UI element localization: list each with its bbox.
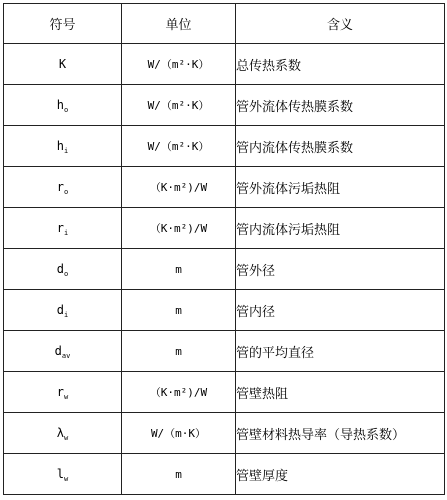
unit-cell: W/（m²·K） <box>122 126 236 167</box>
symbol-subscript: w <box>64 393 69 401</box>
meaning-cell: 管外径 <box>236 249 445 290</box>
symbol-cell <box>4 372 122 413</box>
table-row <box>4 290 445 331</box>
meaning-cell: 管壁热阻 <box>236 372 445 413</box>
symbol-subscript: i <box>64 229 69 237</box>
symbol-cell <box>4 126 122 167</box>
symbol-cell <box>4 167 122 208</box>
table-row <box>4 126 445 167</box>
meaning-cell: 管内流体传热膜系数 <box>236 126 445 167</box>
table-row <box>4 372 445 413</box>
symbol-cell <box>4 208 122 249</box>
symbol-cell <box>4 290 122 331</box>
meaning-cell: 管壁厚度 <box>236 454 445 495</box>
meaning-cell: 管的平均直径 <box>236 331 445 372</box>
symbol-cell <box>4 249 122 290</box>
meaning-cell: 管壁材料热导率（导热系数） <box>236 413 445 454</box>
symbol-subscript: o <box>64 270 69 278</box>
meaning-cell: 管内流体污垢热阻 <box>236 208 445 249</box>
symbol-cell <box>4 413 122 454</box>
table-body <box>4 44 445 495</box>
unit-cell: W/（m·K） <box>122 413 236 454</box>
symbol-subscript: o <box>64 106 69 114</box>
symbol-subscript: i <box>64 311 69 319</box>
symbol-subscript: w <box>64 434 69 442</box>
symbol-cell <box>4 331 122 372</box>
header-row <box>4 4 445 44</box>
unit-cell: W/（m²·K） <box>122 44 236 85</box>
table-row <box>4 208 445 249</box>
symbol-base: r <box>56 180 64 194</box>
table-row <box>4 413 445 454</box>
table-row <box>4 44 445 85</box>
unit-cell: W/（m²·K） <box>122 85 236 126</box>
unit-cell: m <box>122 249 236 290</box>
table-row <box>4 331 445 372</box>
unit-cell: （K·m²)/W <box>122 372 236 413</box>
meaning-cell: 总传热系数 <box>236 44 445 85</box>
header-symbol: 符号 <box>4 4 122 44</box>
table-row <box>4 167 445 208</box>
unit-cell: m <box>122 290 236 331</box>
symbol-base: l <box>56 467 64 481</box>
symbol-base: h <box>56 98 64 112</box>
symbol-subscript: o <box>64 188 69 196</box>
symbol-cell <box>4 44 122 85</box>
table-row <box>4 85 445 126</box>
header-meaning: 含义 <box>236 4 445 44</box>
table-row <box>4 249 445 290</box>
meaning-cell: 管内径 <box>236 290 445 331</box>
symbol-cell <box>4 85 122 126</box>
symbol-table <box>3 3 445 495</box>
meaning-cell: 管外流体传热膜系数 <box>236 85 445 126</box>
unit-cell: （K·m²)/W <box>122 167 236 208</box>
symbol-base: λ <box>56 426 64 440</box>
symbol-subscript: i <box>64 147 69 155</box>
unit-cell: m <box>122 454 236 495</box>
symbol-base: d <box>54 344 62 358</box>
symbol-base: d <box>56 303 64 317</box>
meaning-cell: 管外流体污垢热阻 <box>236 167 445 208</box>
header-unit: 单位 <box>122 4 236 44</box>
unit-cell: m <box>122 331 236 372</box>
table-row <box>4 454 445 495</box>
symbol-base: d <box>56 262 64 276</box>
symbol-base: h <box>56 139 64 153</box>
symbol-cell <box>4 454 122 495</box>
symbol-base: r <box>56 385 64 399</box>
symbol-base: K <box>58 57 67 71</box>
unit-cell: （K·m²)/W <box>122 208 236 249</box>
symbol-subscript: w <box>64 475 69 483</box>
symbol-base: r <box>56 221 64 235</box>
symbol-subscript: av <box>61 352 71 360</box>
